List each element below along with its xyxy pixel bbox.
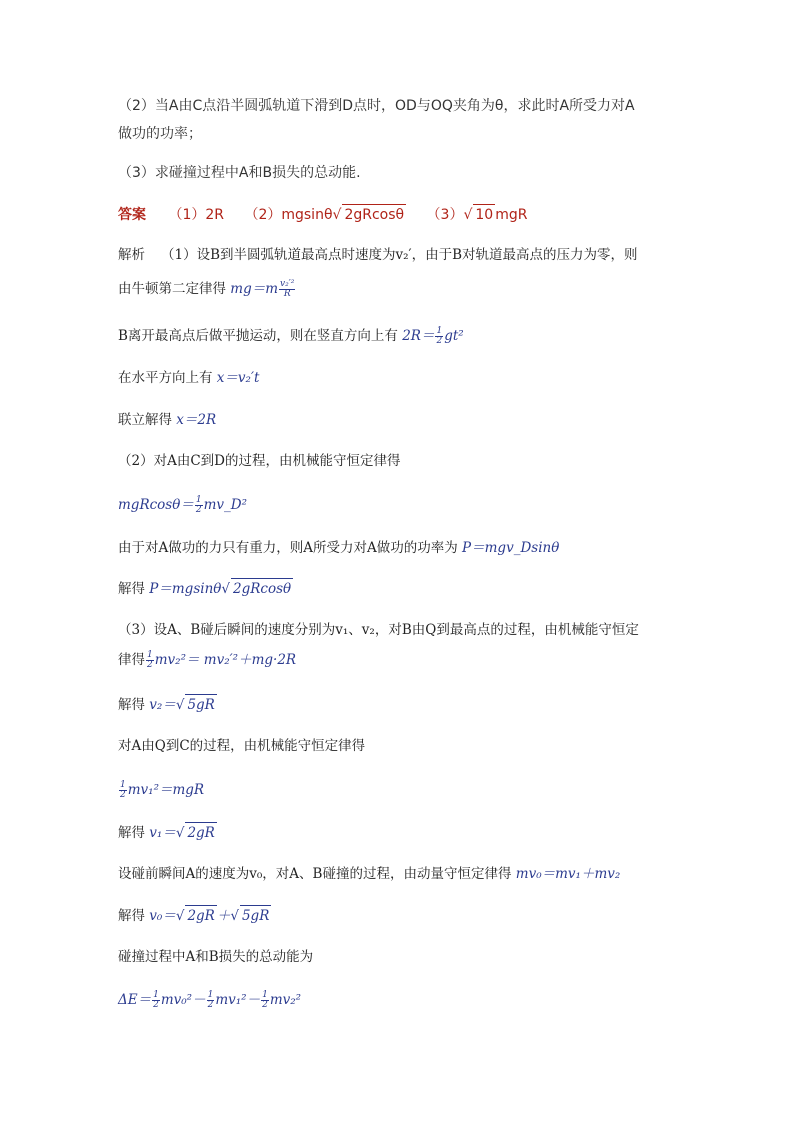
solution-math: x＝2R bbox=[176, 412, 217, 428]
solution-text: 由于对A做功的力只有重力，则A所受力对A做功的功率为 bbox=[118, 540, 458, 556]
solution-line-15: 解得 v₁＝√ 2gR bbox=[118, 822, 217, 843]
answer-part-3: （3）√ 10 mgR bbox=[427, 207, 528, 223]
solution-math: gt² bbox=[444, 328, 464, 344]
solution-math: mv₂²＝ mv₂′²＋mg·2R bbox=[154, 652, 297, 668]
solution-text: （1）设B到半圆弧轨道最高点时速度为v₂′，由于B对轨道最高点的压力为零，则 bbox=[161, 247, 638, 263]
solution-math: v₂＝ bbox=[149, 697, 176, 713]
solution-math: 2R＝ bbox=[402, 328, 435, 344]
solution-line-17: 解得 v₀＝√ 2gR ＋√ 5gR bbox=[118, 905, 271, 926]
fraction: $\frac{1}{2}$ bbox=[120, 780, 126, 800]
fraction: $\frac{1}{2}$ bbox=[195, 495, 202, 515]
solution-line-4 bbox=[118, 368, 259, 388]
solution-math: P＝mgv_Dsinθ bbox=[462, 540, 560, 556]
solution-line-9: 解得 P＝mgsinθ√ 2gRcosθ bbox=[118, 578, 293, 599]
solution-label: 解析 bbox=[118, 247, 145, 263]
solution-line-18: 碰撞过程中A和B损失的总动能为 bbox=[118, 949, 314, 965]
sqrt-expression: 5gR bbox=[185, 694, 216, 715]
solution-math: mgRcosθ＝ bbox=[118, 497, 194, 513]
answer-line bbox=[118, 204, 543, 225]
solution-math: mv₀＝mv₁＋mv₂ bbox=[515, 866, 621, 882]
sqrt-expression: 2gR bbox=[185, 822, 216, 843]
solution-math: ΔE＝ bbox=[118, 992, 152, 1008]
solution-text: 设碰前瞬间A的速度为v₀，对A、B碰撞的过程，由动量守恒定律得 bbox=[118, 866, 512, 882]
solution-math: mv_D² bbox=[203, 497, 248, 513]
solution-text: 在水平方向上有 bbox=[118, 370, 213, 386]
solution-line-6: （2）对A由C到D的过程，由机械能守恒定律得 bbox=[118, 453, 401, 469]
solution-line-10: （3）设A、B碰后瞬间的速度分别为v₁、v₂，对B由Q到最高点的过程，由机械能守恒定 bbox=[118, 622, 639, 638]
fraction: $\frac{1}{2}$ bbox=[147, 650, 153, 670]
fraction: $\frac{1}{2}$ bbox=[153, 990, 159, 1010]
answer-part-2-sqrt: 2gRcosθ bbox=[342, 204, 406, 225]
solution-math: v₁＝ bbox=[149, 825, 176, 841]
answer-label: 答案 bbox=[118, 207, 146, 223]
solution-line-14 bbox=[118, 780, 204, 800]
plus-sign: ＋ bbox=[216, 908, 231, 924]
solution-text: 解得 bbox=[118, 697, 145, 713]
solution-line-2 bbox=[118, 279, 296, 299]
fraction: $\frac{\text{v₂′²}}{R}$ bbox=[280, 279, 295, 299]
sqrt-expression: 2gRcosθ bbox=[231, 578, 293, 599]
answer-part-3-sqrt: 10 bbox=[473, 204, 495, 225]
solution-text: 解得 bbox=[118, 908, 145, 924]
solution-text: B离开最高点后做平抛运动，则在竖直方向上有 bbox=[118, 328, 398, 344]
solution-line-13: 对A由Q到C的过程，由机械能守恒定律得 bbox=[118, 738, 366, 754]
solution-line-16 bbox=[118, 864, 620, 884]
sqrt-expression: 2gR bbox=[185, 905, 216, 926]
question-2-line-2: 做功的功率； bbox=[118, 126, 202, 142]
answer-part-3-prefix: （3） bbox=[426, 207, 464, 223]
solution-line-19 bbox=[118, 990, 301, 1010]
solution-math: mv₁²＝mgR bbox=[127, 782, 205, 798]
answer-part-2: （2）mgsinθ√ 2gRcosθ bbox=[244, 207, 410, 223]
solution-line-8 bbox=[118, 538, 559, 558]
sqrt-expression: 5gR bbox=[240, 905, 271, 926]
answer-part-2-prefix: （2）mgsinθ bbox=[244, 207, 333, 223]
solution-line-1 bbox=[118, 245, 638, 265]
solution-text: 由牛顿第二定律得 bbox=[118, 281, 226, 297]
question-3: （3）求碰撞过程中A和B损失的总动能. bbox=[118, 165, 361, 181]
solution-math: P＝mgsinθ bbox=[149, 581, 222, 597]
fraction: $\frac{1}{2}$ bbox=[207, 990, 214, 1010]
solution-text: 解得 bbox=[118, 581, 145, 597]
fraction: $\frac{1}{2}$ bbox=[262, 990, 268, 1010]
solution-math: mv₂² bbox=[269, 992, 302, 1008]
solution-line-11 bbox=[118, 650, 296, 670]
solution-line-12: 解得 v₂＝√ 5gR bbox=[118, 694, 217, 715]
solution-math: mg＝m bbox=[230, 281, 279, 297]
solution-text: 解得 bbox=[118, 825, 145, 841]
solution-line-3 bbox=[118, 326, 464, 346]
solution-line-7 bbox=[118, 495, 247, 515]
answer-part-1: （1）2R bbox=[168, 207, 224, 223]
solution-math: mv₁²－ bbox=[215, 992, 261, 1008]
fraction: $\frac{1}{2}$ bbox=[436, 326, 443, 346]
solution-text: 联立解得 bbox=[118, 412, 172, 428]
solution-text: 律得 bbox=[118, 652, 145, 668]
answer-part-3-suffix: mgR bbox=[495, 207, 528, 223]
solution-line-5 bbox=[118, 410, 216, 430]
question-2-line-1: （2）当A由C点沿半圆弧轨道下滑到D点时，OD与OQ夹角为θ，求此时A所受力对A bbox=[118, 98, 635, 114]
solution-math: x＝v₂′t bbox=[216, 370, 260, 386]
solution-math: mv₀²－ bbox=[160, 992, 206, 1008]
solution-math: v₀＝ bbox=[149, 908, 176, 924]
